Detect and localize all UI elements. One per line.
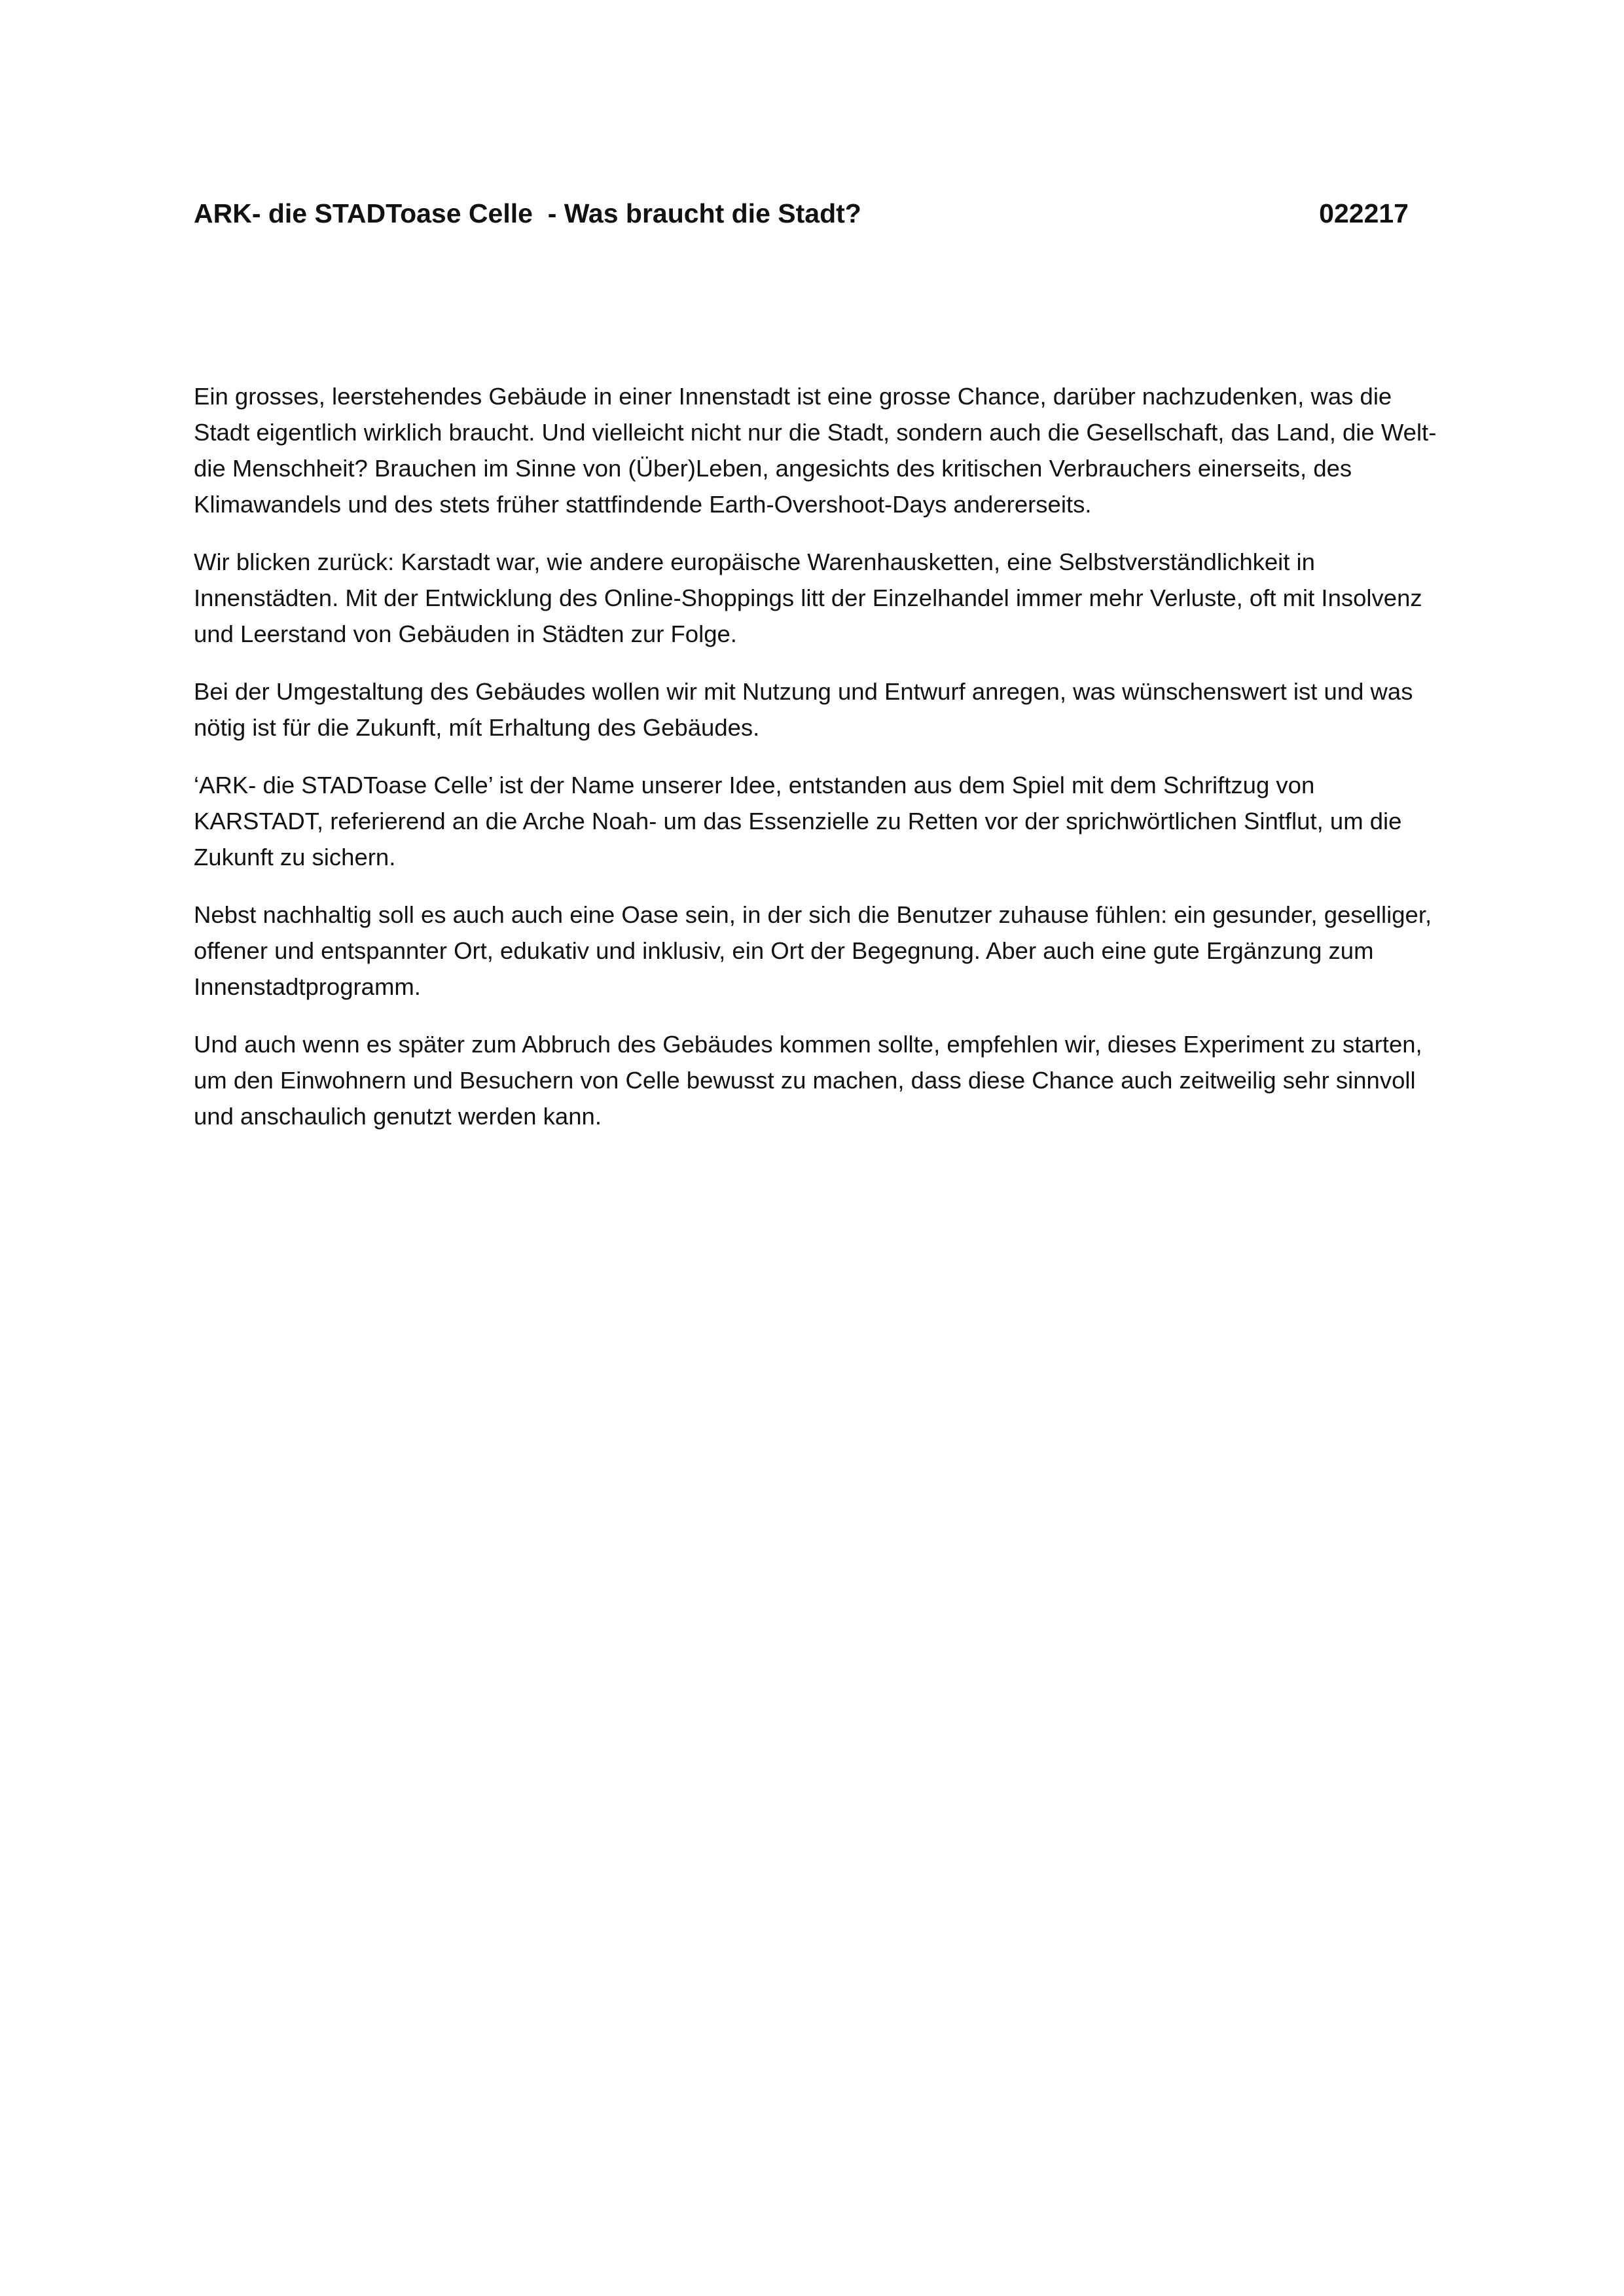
document-body: [194, 378, 1444, 1156]
document-title: ARK- die STADToase Celle - Was braucht die Stadt?: [194, 198, 861, 228]
document-number: 022217: [1319, 198, 1409, 228]
document-header: [194, 194, 1409, 233]
paragraph-name-origin: ‘ARK- die STADToase Celle’ ist der Name unserer Idee, entstanden aus dem Spiel mit dem Schriftzug von KARSTADT, referierend an die Arche Noah- um das Essenzielle zu Retten vor der sprichwörtlichen Sintflut, um die Zukunft zu sichern.: [194, 772, 1402, 870]
paragraph-history: Wir blicken zurück: Karstadt war, wie andere europäische Warenhausketten, eine Selbstverständlichkeit in Innenstädten. Mit der Entwicklung des Online-Shoppings litt der Einzelhandel immer mehr Verluste, oft mit Insolvenz und Leerstand von Gebäuden in Städten zur Folge.: [194, 548, 1422, 647]
paragraph-experiment: Und auch wenn es später zum Abbruch des Gebäudes kommen sollte, empfehlen wir, dieses Experiment zu starten, um den Einwohnern und Besuchern von Celle bewusst zu machen, dass diese Chance auch zeitweilig sehr sinnvoll und anschaulich genutzt werden kann.: [194, 1031, 1422, 1130]
paragraph-intro: Ein grosses, leerstehendes Gebäude in einer Innenstadt ist eine grosse Chance, darüber nachzudenken, was die Stadt eigentlich wirklich braucht. Und vielleicht nicht nur die Stadt, sondern auch die Gesellschaft, das Land, die Welt- die Menschheit? Brauchen im Sinne von (Über)Leben, angesichts des kritischen Verbrauchers einerseits, des Klimawandels und des stets früher stattfindende Earth-Overshoot-Days andererseits.: [194, 383, 1437, 518]
paragraph-oasis: Nebst nachhaltig soll es auch auch eine Oase sein, in der sich die Benutzer zuhause fühlen: ein gesunder, geselliger, offener und entspannter Ort, edukativ und inklusiv, ein Ort der Begegnung. Aber auch eine gute Ergänzung zum Innenstadtprogramm.: [194, 901, 1432, 1000]
paragraph-redesign: Bei der Umgestaltung des Gebäudes wollen wir mit Nutzung und Entwurf anregen, was wünschenswert ist und was nötig ist für die Zukunft, mít Erhaltung des Gebäudes.: [194, 678, 1413, 741]
